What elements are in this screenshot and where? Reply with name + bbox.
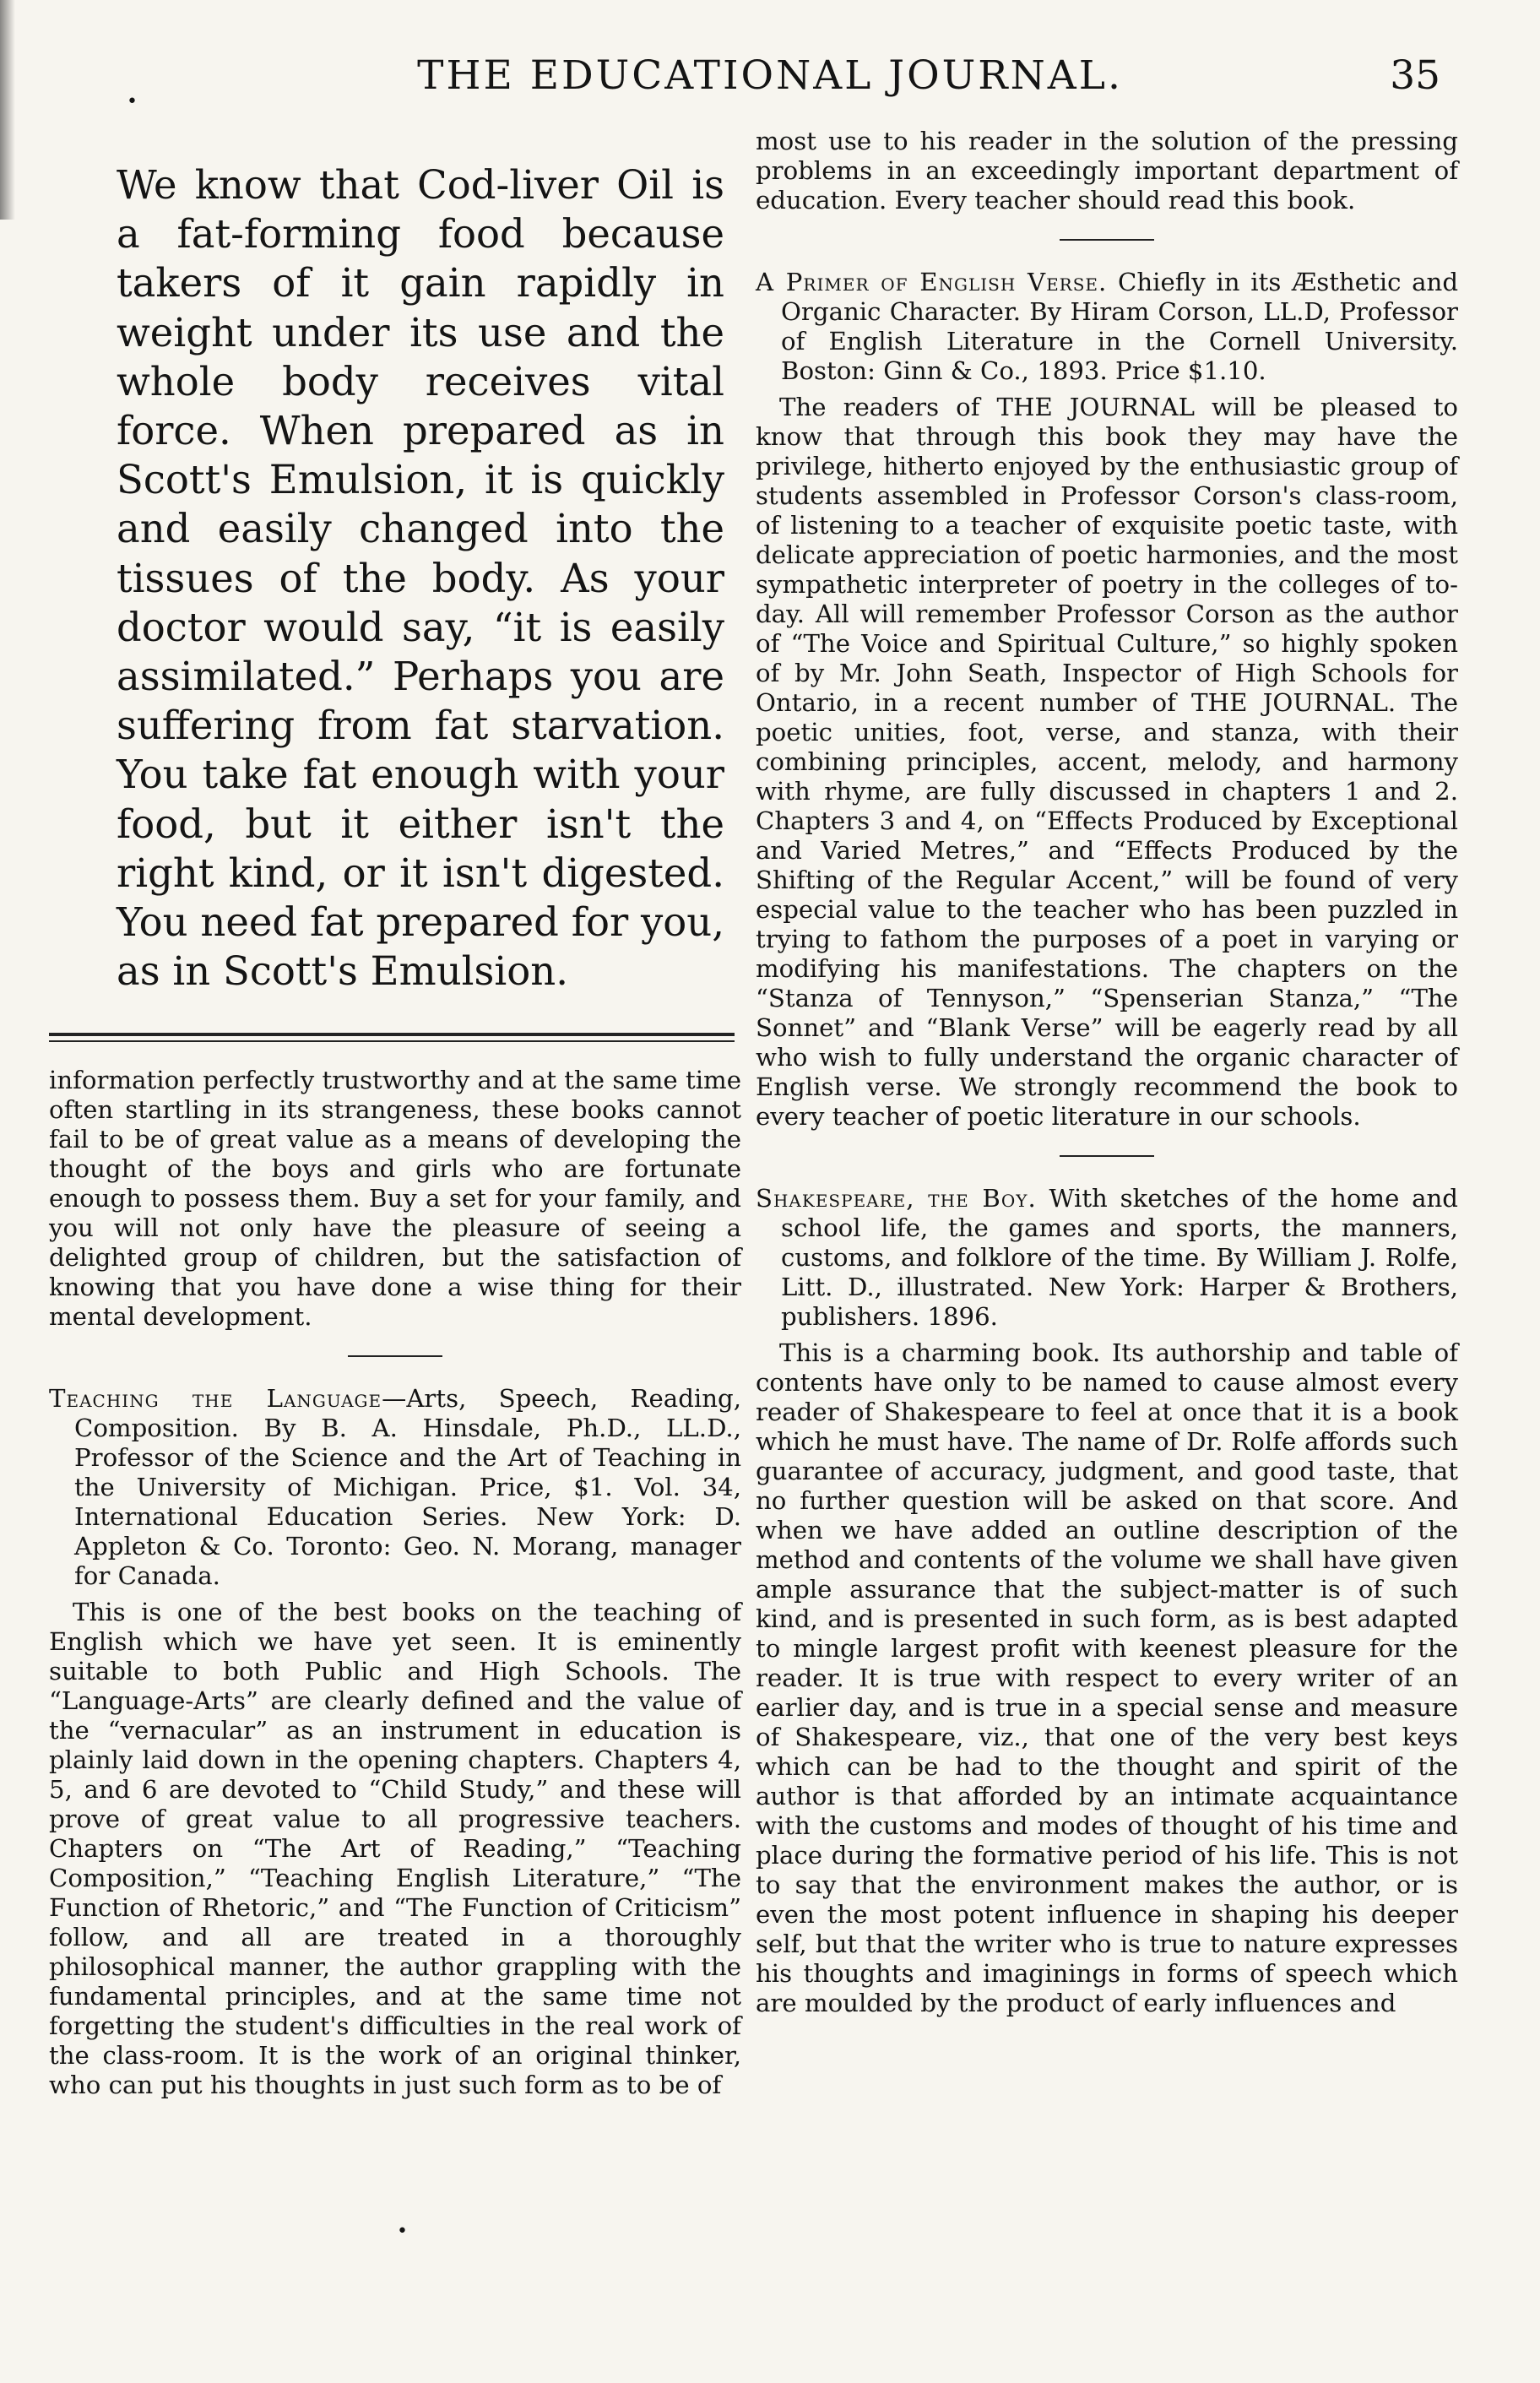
- review-title: Teaching the Language: [49, 1384, 382, 1414]
- double-rule-divider: [49, 1033, 735, 1042]
- page-number: 35: [1390, 52, 1440, 99]
- review-primer-of-english-verse: [756, 268, 1458, 1132]
- review-body: This is one of the best books on the teaching of English which we have yet seen. It is eminently suitable to both Public and High Schools. The “Language-Arts” are clearly defined and the value of the “vernacular” as an instrument in education is plainly laid down in the opening chapters. Chapters 4, 5, and 6 are devoted to “Child Study,” and these will prove of great value to all progressive teachers. Chapters on “The Art of Reading,” “Teaching Composition,” “Teaching English Literature,” “The Function of Rhetoric,” and “The Function of Criticism” follow, and all are treated in a thoroughly philosophical manner, the author grappling with the fundamental principles, and at the same time not forgetting the student's difficulties in the real work of the class-room. It is the work of an original thinker, who can put his thoughts in just such form as to be of: [49, 1598, 741, 2100]
- running-title: THE EDUCATIONAL JOURNAL.: [417, 52, 1123, 99]
- section-divider: [1060, 1155, 1154, 1157]
- review-details: Chiefly in its Æsthetic and Organic Character. By Hiram Corson, LL.D, Professor of English Literature in the Cornell University. Boston: Ginn & Co., 1893. Price $1.10.: [781, 268, 1458, 385]
- review-heading: [49, 1384, 741, 1591]
- stray-dot-top: •: [127, 91, 138, 112]
- review-heading: [756, 1184, 1458, 1332]
- advertisement-text: We know that Cod-liver Oil is a fat-forming food because takers of it gain rapidly in weight under its use and the whole body receives vital force. When prepared as in Scott's Emulsion, it is quickly and easily changed into the tissues of the body. As your doctor would say, “it is easily assimilated.” Perhaps you are suffering from fat starvation. You take fat enough with your food, but it either isn't the right kind, or it isn't digested. You need fat prepared for you, as in Scott's Emulsion.: [117, 162, 724, 995]
- review-title: A Primer of English Verse.: [756, 268, 1108, 296]
- scan-edge-shadow: [0, 0, 15, 220]
- review-body-continued: most use to his reader in the solution of the pressing problems in an exceedingly important department of education. Every teacher should read this book.: [756, 127, 1458, 214]
- right-column: [756, 127, 1458, 2018]
- section-divider: [348, 1355, 442, 1357]
- review-body: This is a charming book. Its authorship and table of contents have only to be named to cause almost every reader of Shakespeare to feel at once that it is a book which he must have. The name of Dr. Rolfe affords such guarantee of accuracy, judgment, and good taste, that no further question will be asked on that score. And when we have added an outline description of the method and contents of the volume we shall have given ample assurance that the subject-matter is of such kind, and is presented in such form, as is best adapted to mingle largest profit with keenest pleasure for the reader. It is true with respect to every writer of an earlier day, and is true in a special sense and measure of Shakespeare, viz., that one of the very best keys which can be had to the thought and spirit of the author is that afforded by an intimate acquaintance with the customs and modes of thought of his time and place during the formative period of his life. This is not to say that the environment makes the author, or is even the most potent influence in shaping his deeper self, but that the writer who is true to nature expresses his thoughts and imaginings in forms of speech which are moulded by the product of early influences and: [756, 1338, 1458, 2017]
- review-heading: [756, 268, 1458, 386]
- review-shakespeare-the-boy: [756, 1184, 1458, 2018]
- review-details: —Arts, Speech, Reading, Composition. By B. A. Hinsdale, Ph.D., LL.D., Professor of the Science and the Art of Teaching in the University of Michigan. Price, $1. Vol. 34, International Education Series. New York: D. Appleton & Co. Toronto: Geo. N. Morang, manager for Canada.: [74, 1384, 741, 1591]
- review-body: The readers of THE JOURNAL will be pleased to know that through this book they may have the privilege, hitherto enjoyed by the enthusiastic group of students assembled in Professor Corson's class-room, of listening to a teacher of exquisite poetic taste, with delicate appreciation of poetic harmonies, and the most sympathetic interpreter of poetry in the colleges of to-day. All will remember Professor Corson as the author of “The Voice and Spiritual Culture,” so highly spoken of by Mr. John Seath, Inspector of High Schools for Ontario, in a recent number of THE JOURNAL. The poetic unities, foot, verse, and stanza, with their combining principles, accent, melody, and harmony with rhyme, are fully discussed in chapters 1 and 2. Chapters 3 and 4, on “Effects Produced by Exceptional and Varied Metres,” and “Effects Produced by the Shifting of the Regular Accent,” will be found of very especial value to the teacher who has been puzzled in trying to fathom the purposes of a poet in varying or modifying his manifestations. The chapters on the “Stanza of Tennyson,” “Spenserian Stanza,” “The Sonnet” and “Blank Verse” will be eagerly read by all who wish to fully understand the organic character of English verse. We strongly recommend the book to every teacher of poetic literature in our schools.: [756, 393, 1458, 1131]
- continued-article-text: information perfectly trustworthy and at the same time often startling in its strangeness, these books cannot fail to be of great value as a means of developing the thought of the boys and girls who are fortunate enough to possess them. Buy a set for your family, and you will not only have the pleasure of seeing a delighted group of children, but the satisfaction of knowing that you have done a wise thing for their mental development.: [49, 1066, 741, 1332]
- section-divider: [1060, 239, 1154, 241]
- stray-dot-bottom: •: [397, 2221, 408, 2242]
- review-details: With sketches of the home and school life, the games and sports, the manners, customs, and folklore of the time. By William J. Rolfe, Litt. D., illustrated. New York: Harper & Brothers, publishers. 1896.: [781, 1184, 1458, 1331]
- scotts-emulsion-advertisement: [49, 160, 741, 996]
- page-header: [0, 52, 1540, 103]
- review-title: Shakespeare, the Boy.: [756, 1184, 1037, 1213]
- left-column: [49, 127, 741, 2100]
- review-teaching-the-language: [49, 1384, 741, 2100]
